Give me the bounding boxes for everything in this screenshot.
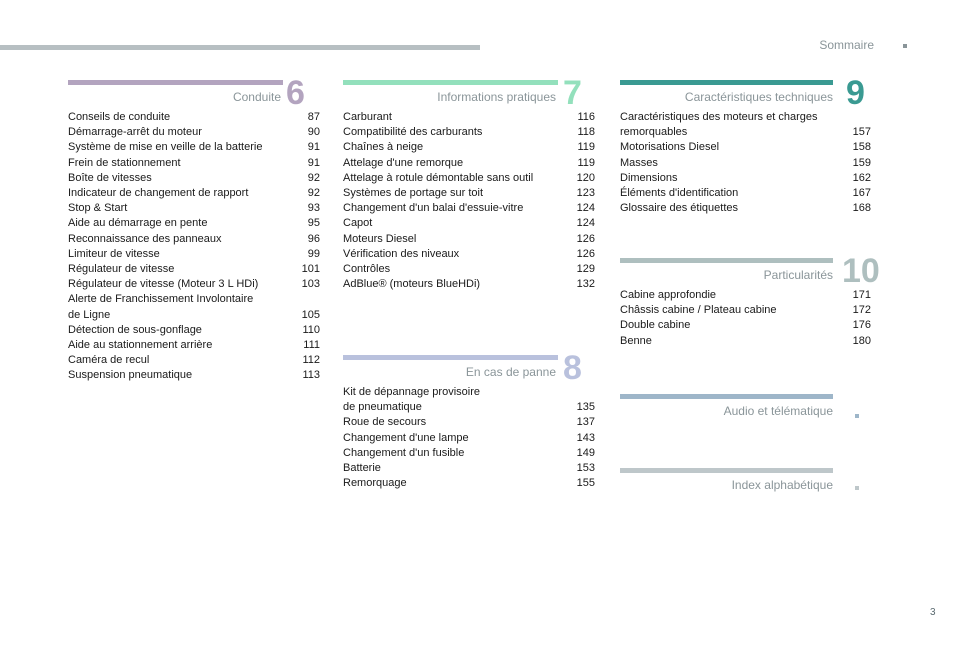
section-number: 9 bbox=[846, 74, 865, 112]
sommaire-bullet bbox=[903, 44, 907, 48]
toc-entry[interactable] bbox=[343, 140, 595, 155]
toc-entry[interactable] bbox=[343, 262, 595, 277]
toc-entry-label: AdBlue® (moteurs BlueHDi) bbox=[343, 278, 481, 291]
toc-entry[interactable] bbox=[620, 186, 871, 201]
toc-entry-label: Alerte de Franchissement Involontaire de Ligne bbox=[68, 293, 254, 321]
section-en-cas-de-panne bbox=[343, 349, 598, 495]
toc-entry[interactable] bbox=[620, 110, 871, 140]
top-rule bbox=[0, 45, 480, 50]
toc-entry-page: 103 bbox=[301, 278, 320, 291]
toc-entry-label: Régulateur de vitesse bbox=[68, 263, 175, 276]
toc-entry-label: Changement d'une lampe bbox=[343, 431, 469, 444]
toc-entry-page: 176 bbox=[852, 319, 871, 332]
toc-entry-page: 153 bbox=[576, 462, 595, 475]
toc-entry[interactable] bbox=[620, 201, 871, 216]
toc-entry-label: Benne bbox=[620, 334, 652, 347]
toc-entry[interactable] bbox=[620, 171, 871, 186]
toc-list bbox=[68, 110, 320, 384]
toc-entry-page: 91 bbox=[307, 141, 320, 154]
section-index-alphabetique bbox=[620, 468, 875, 498]
section-title[interactable]: Audio et télématique bbox=[723, 404, 833, 418]
toc-entry[interactable] bbox=[343, 110, 595, 125]
toc-entry-page: 119 bbox=[577, 156, 595, 169]
toc-entry-label: Éléments d'identification bbox=[620, 187, 739, 200]
section-conduite bbox=[68, 74, 323, 382]
toc-entry-label: Régulateur de vitesse (Moteur 3 L HDi) bbox=[68, 278, 259, 291]
toc-entry-label: Roue de secours bbox=[343, 416, 427, 429]
toc-entry[interactable] bbox=[620, 140, 871, 155]
toc-entry[interactable] bbox=[343, 431, 595, 446]
toc-entry-label: Changement d'un balai d'essuie-vitre bbox=[343, 202, 524, 215]
toc-entry[interactable] bbox=[620, 303, 871, 318]
toc-entry-page: 137 bbox=[576, 416, 595, 429]
toc-entry-label: Remorquage bbox=[343, 477, 407, 490]
toc-entry-page: 90 bbox=[307, 126, 320, 139]
toc-entry-label: Système de mise en veille de la batterie bbox=[68, 141, 263, 154]
toc-entry-page: 99 bbox=[307, 247, 320, 260]
section-title[interactable]: En cas de panne bbox=[465, 365, 556, 379]
toc-entry-page: 129 bbox=[576, 263, 595, 276]
section-title[interactable]: Informations pratiques bbox=[437, 90, 556, 104]
toc-entry[interactable] bbox=[343, 171, 595, 186]
toc-entry[interactable] bbox=[343, 125, 595, 140]
toc-entry-page: 96 bbox=[307, 232, 320, 245]
toc-entry[interactable] bbox=[343, 277, 595, 292]
toc-entry[interactable] bbox=[343, 446, 595, 461]
toc-entry-page: 91 bbox=[307, 156, 320, 169]
section-informations-pratiques bbox=[343, 74, 598, 310]
toc-entry-page: 105 bbox=[301, 308, 320, 321]
toc-entry-label: Contrôles bbox=[343, 263, 391, 276]
toc-entry-page: 113 bbox=[302, 369, 320, 382]
toc-entry-page: 116 bbox=[577, 111, 595, 123]
section-number: 10 bbox=[842, 252, 880, 290]
toc-entry[interactable] bbox=[68, 140, 320, 155]
toc-entry-label: Aide au démarrage en pente bbox=[68, 217, 208, 230]
toc-entry[interactable] bbox=[68, 247, 320, 262]
toc-entry-label: Double cabine bbox=[620, 319, 691, 332]
toc-entry[interactable] bbox=[343, 201, 595, 216]
toc-entry-label: Aide au stationnement arrière bbox=[68, 339, 213, 352]
toc-entry-page: 171 bbox=[852, 289, 871, 301]
section-title[interactable]: Conduite bbox=[232, 90, 281, 104]
toc-entry-label: Masses bbox=[620, 156, 658, 169]
toc-entry[interactable] bbox=[68, 110, 320, 125]
toc-entry-label: Attelage d'une remorque bbox=[343, 156, 464, 169]
toc-entry[interactable] bbox=[68, 323, 320, 338]
toc-list bbox=[343, 110, 595, 292]
toc-entry[interactable] bbox=[343, 232, 595, 247]
toc-entry-label: Boîte de vitesses bbox=[68, 171, 152, 184]
toc-entry[interactable] bbox=[68, 353, 320, 368]
toc-entry-label: Glossaire des étiquettes bbox=[620, 202, 739, 215]
toc-entry-label: Motorisations Diesel bbox=[620, 141, 720, 154]
toc-entry-label: Chaînes à neige bbox=[343, 141, 424, 154]
toc-entry-page: 157 bbox=[852, 126, 871, 139]
section-number: 6 bbox=[286, 74, 305, 112]
toc-entry[interactable] bbox=[68, 338, 320, 353]
toc-entry[interactable] bbox=[343, 461, 595, 476]
toc-entry[interactable] bbox=[68, 277, 320, 292]
toc-entry-label: Systèmes de portage sur toit bbox=[343, 187, 484, 200]
toc-entry[interactable] bbox=[620, 334, 871, 349]
toc-list bbox=[620, 288, 871, 349]
toc-entry-label: Dimensions bbox=[620, 171, 678, 184]
section-bar bbox=[620, 258, 833, 263]
toc-entry-label: Limiteur de vitesse bbox=[68, 247, 160, 260]
section-title[interactable]: Caractéristiques techniques bbox=[684, 90, 833, 104]
section-particularites bbox=[620, 252, 880, 358]
toc-entry-page: 149 bbox=[576, 446, 595, 459]
toc-list bbox=[343, 385, 595, 491]
toc-entry-label: Démarrage-arrêt du moteur bbox=[68, 126, 202, 139]
section-number: 8 bbox=[563, 349, 582, 387]
toc-entry-page: 155 bbox=[576, 477, 595, 490]
section-title[interactable]: Particularités bbox=[763, 268, 833, 282]
toc-entry[interactable] bbox=[68, 216, 320, 231]
toc-entry[interactable] bbox=[343, 415, 595, 430]
toc-entry-page: 162 bbox=[852, 171, 871, 184]
toc-entry[interactable] bbox=[343, 247, 595, 262]
section-number: 7 bbox=[563, 74, 582, 112]
toc-entry-page: 159 bbox=[852, 156, 871, 169]
toc-entry-page: 93 bbox=[307, 202, 320, 215]
toc-entry-label: Changement d'un fusible bbox=[343, 446, 465, 459]
toc-entry-page: 92 bbox=[307, 187, 320, 200]
toc-entry-page: 126 bbox=[576, 232, 595, 245]
toc-entry-page: 135 bbox=[576, 401, 595, 414]
toc-entry-page: 118 bbox=[577, 126, 595, 139]
toc-entry-label: Batterie bbox=[343, 462, 381, 475]
toc-entry-page: 101 bbox=[301, 263, 320, 276]
toc-entry-label: Conseils de conduite bbox=[68, 111, 171, 123]
toc-entry-label: Carburant bbox=[343, 111, 392, 123]
toc-entry-label: Suspension pneumatique bbox=[68, 369, 193, 382]
toc-entry-page: 158 bbox=[852, 141, 871, 154]
toc-entry[interactable] bbox=[343, 156, 595, 171]
toc-entry-page: 172 bbox=[852, 304, 871, 317]
toc-entry-page: 92 bbox=[307, 171, 320, 184]
toc-entry[interactable] bbox=[68, 186, 320, 201]
toc-entry-label: Cabine approfondie bbox=[620, 289, 717, 301]
toc-entry[interactable] bbox=[68, 262, 320, 277]
toc-entry[interactable] bbox=[68, 368, 320, 383]
toc-entry-label: Moteurs Diesel bbox=[343, 232, 417, 245]
toc-list bbox=[620, 110, 871, 216]
toc-entry[interactable] bbox=[343, 476, 595, 491]
toc-entry-page: 132 bbox=[576, 278, 595, 291]
toc-entry-label: Compatibilité des carburants bbox=[343, 126, 483, 139]
toc-entry-label: Caméra de recul bbox=[68, 354, 150, 367]
toc-entry-page: 168 bbox=[852, 202, 871, 215]
toc-entry[interactable] bbox=[620, 156, 871, 171]
toc-entry-page: 111 bbox=[303, 339, 320, 352]
toc-entry[interactable] bbox=[68, 292, 320, 322]
toc-entry-label: Attelage à rotule démontable sans outil bbox=[343, 171, 534, 184]
toc-entry[interactable] bbox=[343, 186, 595, 201]
toc-entry-label: Détection de sous-gonflage bbox=[68, 323, 202, 336]
toc-entry-page: 124 bbox=[576, 202, 595, 215]
section-audio-telematique bbox=[620, 394, 875, 424]
section-bar bbox=[343, 355, 558, 360]
sommaire-link[interactable]: Sommaire bbox=[819, 38, 874, 52]
toc-entry[interactable] bbox=[68, 201, 320, 216]
toc-entry-page: 124 bbox=[576, 217, 595, 230]
toc-entry[interactable] bbox=[620, 318, 871, 333]
toc-entry-label: Caractéristiques des moteurs et charges remorquables bbox=[620, 111, 818, 139]
toc-entry-page: 95 bbox=[307, 217, 320, 230]
toc-entry-page: 123 bbox=[576, 187, 595, 200]
toc-entry-label: Capot bbox=[343, 217, 373, 230]
section-bar bbox=[68, 80, 283, 85]
section-bullet bbox=[855, 414, 859, 418]
section-bar bbox=[343, 80, 558, 85]
toc-entry-page: 110 bbox=[302, 323, 320, 336]
toc-entry-page: 167 bbox=[852, 187, 871, 200]
toc-entry-page: 120 bbox=[576, 171, 595, 184]
toc-entry-label: Châssis cabine / Plateau cabine bbox=[620, 304, 777, 317]
toc-entry-label: Vérification des niveaux bbox=[343, 247, 460, 260]
toc-entry[interactable] bbox=[68, 171, 320, 186]
toc-entry[interactable] bbox=[68, 156, 320, 171]
toc-entry[interactable] bbox=[343, 216, 595, 231]
toc-entry-label: Stop & Start bbox=[68, 202, 128, 215]
toc-entry-page: 112 bbox=[302, 354, 320, 367]
section-title[interactable]: Index alphabétique bbox=[731, 478, 833, 492]
toc-entry-page: 143 bbox=[576, 431, 595, 444]
section-caracteristiques-techniques bbox=[620, 74, 875, 220]
toc-entry-label: Frein de stationnement bbox=[68, 156, 181, 169]
toc-entry-page: 119 bbox=[577, 141, 595, 154]
section-bar bbox=[620, 80, 833, 85]
toc-entry[interactable] bbox=[68, 125, 320, 140]
toc-entry[interactable] bbox=[343, 385, 595, 415]
section-bullet bbox=[855, 486, 859, 490]
toc-entry[interactable] bbox=[68, 232, 320, 247]
toc-entry-label: Indicateur de changement de rapport bbox=[68, 187, 249, 200]
toc-entry-page: 87 bbox=[307, 111, 320, 123]
toc-entry-page: 126 bbox=[576, 247, 595, 260]
toc-entry[interactable] bbox=[620, 288, 871, 303]
toc-entry-page: 180 bbox=[852, 334, 871, 347]
section-bar bbox=[620, 394, 833, 399]
page-number: 3 bbox=[930, 607, 936, 618]
toc-entry-label: Kit de dépannage provisoire de pneumatique bbox=[343, 386, 480, 414]
section-bar bbox=[620, 468, 833, 473]
toc-entry-label: Reconnaissance des panneaux bbox=[68, 232, 222, 245]
